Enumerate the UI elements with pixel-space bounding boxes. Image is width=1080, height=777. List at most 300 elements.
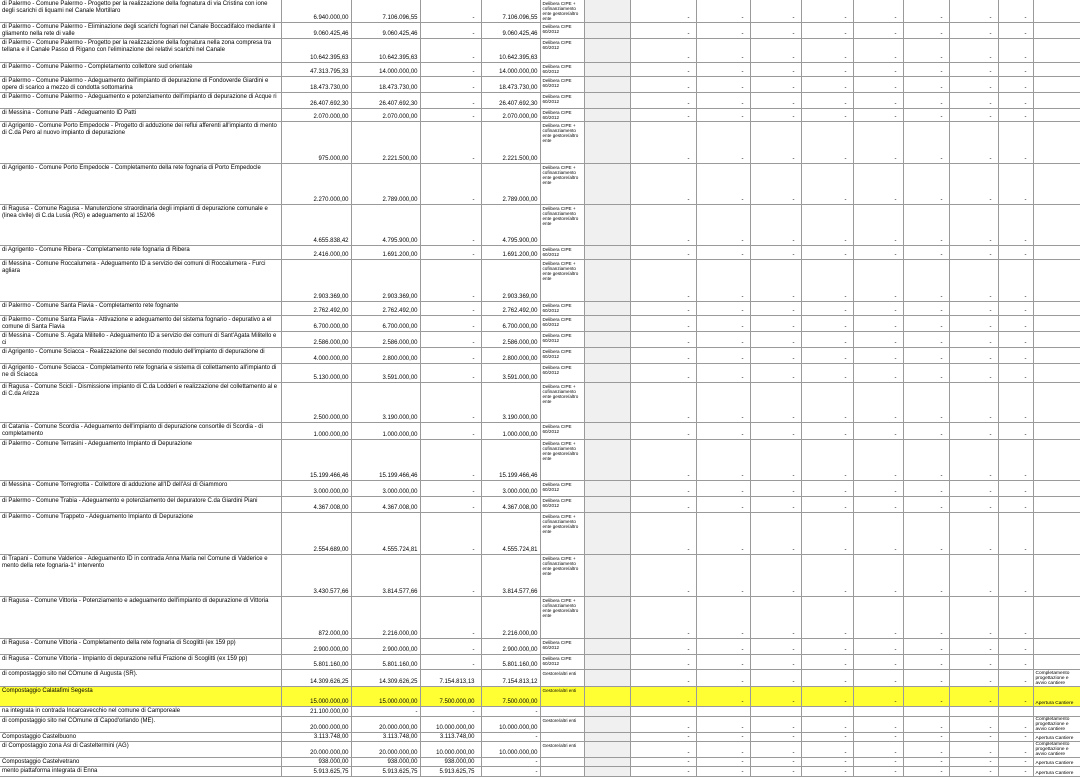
blank-cell: [584, 555, 630, 597]
funded-amount: 15.000.000,00: [351, 687, 420, 707]
value-cell: -: [949, 332, 998, 348]
value-cell: -: [998, 316, 1033, 332]
table-row: [0, 348, 1080, 364]
value-cell: -: [853, 513, 903, 555]
funded-amount: -: [351, 707, 420, 717]
total-cost: 1.000.000,00: [281, 423, 351, 440]
value-cell: [903, 707, 949, 717]
value-cell: -: [998, 246, 1033, 260]
blank-cell: [584, 423, 630, 440]
value-cell: -: [630, 316, 696, 332]
value-cell: -: [801, 687, 853, 707]
value-cell: -: [630, 717, 696, 733]
blank-cell: [584, 687, 630, 707]
value-cell: -: [903, 733, 949, 742]
value-cell: -: [853, 655, 903, 670]
value-cell: -: [949, 639, 998, 655]
status-cell: Apertura Cantiere: [1033, 687, 1080, 707]
table-row: [0, 497, 1080, 513]
value-cell: -: [853, 93, 903, 109]
value-cell: -: [630, 109, 696, 122]
blank-cell: [584, 0, 630, 23]
table-row: [0, 670, 1080, 687]
status-cell: Apertura Cantiere: [1033, 733, 1080, 742]
value-cell: -: [949, 440, 998, 481]
table-row: [0, 39, 1080, 63]
total-cost: 2.416.000,00: [281, 246, 351, 260]
value-cell: -: [630, 122, 696, 164]
blank-cell: [584, 348, 630, 364]
public-share: -: [420, 655, 481, 670]
value-cell: -: [853, 758, 903, 767]
project-description: Compostaggio Calatafimi Segesta: [0, 687, 281, 707]
value-cell: -: [630, 364, 696, 383]
project-description: di compostaggio sito nel COmune di Augusta (SR).: [0, 670, 281, 687]
blank-cell: [584, 639, 630, 655]
table-row: [0, 23, 1080, 39]
public-share: -: [420, 440, 481, 481]
funding-source: Delibera CIPE 60/2012: [540, 302, 584, 316]
value-cell: -: [903, 260, 949, 302]
funded-amount: 1.000.000,00: [351, 423, 420, 440]
public-share: -: [420, 497, 481, 513]
value-cell: -: [853, 670, 903, 687]
status-cell: Completamento progettazione e avvio cantiere: [1033, 717, 1080, 733]
fund-amount: 9.060.425,46: [481, 23, 540, 39]
public-share: -: [420, 77, 481, 93]
value-cell: -: [949, 670, 998, 687]
fund-amount: -: [481, 758, 540, 767]
funded-amount: 2.586.000,00: [351, 332, 420, 348]
value-cell: -: [903, 348, 949, 364]
table-row: [0, 364, 1080, 383]
funded-amount: 3.814.577,66: [351, 555, 420, 597]
value-cell: -: [696, 23, 750, 39]
value-cell: -: [998, 302, 1033, 316]
project-description: di Palermo - Comune Santa Flavia - Completamento rete fognante: [0, 302, 281, 316]
funding-source: [540, 707, 584, 717]
value-cell: -: [696, 440, 750, 481]
funding-source: Delibera CIPE 60/2012: [540, 93, 584, 109]
funding-source: Delibera CIPE + cofinanziamento ente gestore/altro ente: [540, 164, 584, 205]
value-cell: -: [801, 481, 853, 497]
value-cell: -: [853, 767, 903, 777]
value-cell: -: [853, 0, 903, 23]
value-cell: -: [903, 246, 949, 260]
fund-amount: -: [481, 733, 540, 742]
fund-amount: 15.199.466,46: [481, 440, 540, 481]
value-cell: -: [903, 758, 949, 767]
funded-amount: 9.060.425,46: [351, 23, 420, 39]
blank-cell: [584, 497, 630, 513]
value-cell: -: [696, 260, 750, 302]
public-share: -: [420, 23, 481, 39]
table-row: [0, 383, 1080, 423]
value-cell: -: [696, 332, 750, 348]
total-cost: 2.270.000,00: [281, 164, 351, 205]
public-share: -: [420, 0, 481, 23]
value-cell: -: [998, 440, 1033, 481]
value-cell: -: [630, 639, 696, 655]
project-description: di Palermo - Comune Trappeto - Adeguamento Impianto di Depurazione: [0, 513, 281, 555]
project-description: di Palermo - Comune Palermo - Progetto per la realizzazione della fognatura di via Cristina con ione degli scarichi di liquami nel Canale Mortillaro: [0, 0, 281, 23]
total-cost: 9.060.425,46: [281, 23, 351, 39]
value-cell: -: [750, 316, 801, 332]
funded-amount: 2.800.000,00: [351, 348, 420, 364]
value-cell: -: [853, 122, 903, 164]
value-cell: -: [949, 302, 998, 316]
project-description: di Agrigento - Comune Porto Empedocle - Progetto di adduzione dei reflui afferenti all'impianto di mento di C.da Pero al nuovo impianto di depurazione: [0, 122, 281, 164]
status-cell: [1033, 481, 1080, 497]
total-cost: 15.199.466,46: [281, 440, 351, 481]
value-cell: -: [903, 39, 949, 63]
value-cell: -: [630, 597, 696, 639]
value-cell: -: [630, 440, 696, 481]
value-cell: -: [750, 205, 801, 246]
value-cell: -: [696, 77, 750, 93]
value-cell: -: [998, 655, 1033, 670]
funding-source: Delibera CIPE 60/2012: [540, 423, 584, 440]
funded-amount: 4.367.008,00: [351, 497, 420, 513]
status-cell: [1033, 497, 1080, 513]
value-cell: -: [630, 246, 696, 260]
project-description: di Palermo - Comune Palermo - Eliminazione degli scarichi fognari nel Canale Boccadifalco mediante il gliamento nella rete di valle: [0, 23, 281, 39]
funded-amount: 3.000.000,00: [351, 481, 420, 497]
value-cell: -: [696, 555, 750, 597]
value-cell: -: [949, 122, 998, 164]
value-cell: -: [949, 77, 998, 93]
total-cost: 47.313.795,33: [281, 63, 351, 77]
funding-source: [540, 733, 584, 742]
funding-source: [540, 758, 584, 767]
public-share: 3.113.748,00: [420, 733, 481, 742]
public-share: -: [420, 246, 481, 260]
funded-amount: 2.789.000,00: [351, 164, 420, 205]
value-cell: -: [998, 109, 1033, 122]
total-cost: 4.367.008,00: [281, 497, 351, 513]
value-cell: -: [750, 742, 801, 758]
value-cell: -: [903, 205, 949, 246]
public-share: -: [420, 707, 481, 717]
project-description: di Agrigento - Comune Ribera - Completamento rete fognaria di Ribera: [0, 246, 281, 260]
table-row: [0, 122, 1080, 164]
value-cell: -: [853, 440, 903, 481]
project-description: di Agrigento - Comune Porto Empedocle - Completamento della rete fognaria di Porto Empedocle: [0, 164, 281, 205]
value-cell: -: [630, 77, 696, 93]
funding-source: Delibera CIPE + cofinanziamento ente gestore/altro ente: [540, 205, 584, 246]
project-description: di Palermo - Comune Palermo - Progetto per la realizzazione della fognatura nella zona compresa tra tellana e il Canale Passo di Rigano con l'eliminazione dei relativi scarichi nel Canale: [0, 39, 281, 63]
value-cell: -: [696, 93, 750, 109]
value-cell: -: [801, 383, 853, 423]
funding-source: Delibera CIPE + cofinanziamento ente gestore/altro ente: [540, 555, 584, 597]
status-cell: [1033, 109, 1080, 122]
value-cell: -: [750, 513, 801, 555]
value-cell: -: [998, 0, 1033, 23]
value-cell: -: [853, 77, 903, 93]
value-cell: -: [903, 93, 949, 109]
value-cell: -: [630, 332, 696, 348]
fund-amount: 7.154.813,12: [481, 670, 540, 687]
blank-cell: [584, 93, 630, 109]
blank-cell: [584, 77, 630, 93]
value-cell: -: [750, 655, 801, 670]
funded-amount: 2.900.000,00: [351, 639, 420, 655]
value-cell: -: [696, 742, 750, 758]
value-cell: -: [750, 260, 801, 302]
project-description: di Ragusa - Comune Vittoria - Potenziamento e adeguamento dell'impianto di depurazione di Vittoria: [0, 597, 281, 639]
funding-source: Delibera CIPE + cofinanziamento ente gestore/altro ente: [540, 513, 584, 555]
fund-amount: 2.221.500,00: [481, 122, 540, 164]
table-row: [0, 63, 1080, 77]
value-cell: -: [750, 109, 801, 122]
status-cell: Completamento progettazione e avvio cantiere: [1033, 742, 1080, 758]
public-share: -: [420, 364, 481, 383]
status-cell: [1033, 555, 1080, 597]
value-cell: -: [750, 481, 801, 497]
funding-source: [540, 767, 584, 777]
value-cell: -: [696, 655, 750, 670]
value-cell: -: [750, 77, 801, 93]
value-cell: -: [750, 670, 801, 687]
status-cell: [1033, 383, 1080, 423]
funding-source: Delibera CIPE 60/2012: [540, 63, 584, 77]
blank-cell: [584, 513, 630, 555]
value-cell: -: [903, 687, 949, 707]
value-cell: -: [696, 597, 750, 639]
table-row: [0, 260, 1080, 302]
value-cell: -: [853, 39, 903, 63]
value-cell: -: [853, 733, 903, 742]
project-description: Compostaggio Castelbuono: [0, 733, 281, 742]
value-cell: -: [696, 717, 750, 733]
funding-source: Delibera CIPE 60/2012: [540, 655, 584, 670]
table-row: [0, 205, 1080, 246]
value-cell: -: [696, 122, 750, 164]
value-cell: [853, 707, 903, 717]
value-cell: [801, 707, 853, 717]
value-cell: -: [998, 481, 1033, 497]
status-cell: [1033, 63, 1080, 77]
value-cell: -: [630, 205, 696, 246]
value-cell: -: [998, 670, 1033, 687]
value-cell: -: [696, 316, 750, 332]
table-row: [0, 246, 1080, 260]
value-cell: -: [998, 23, 1033, 39]
project-description: di Messina - Comune Patti - Adeguamento ID Patti: [0, 109, 281, 122]
value-cell: -: [696, 348, 750, 364]
value-cell: -: [998, 364, 1033, 383]
value-cell: -: [853, 109, 903, 122]
value-cell: -: [853, 364, 903, 383]
funding-source: Delibera CIPE + cofinanziamento ente gestore/altro ente: [540, 440, 584, 481]
fund-amount: 2.903.369,00: [481, 260, 540, 302]
value-cell: -: [903, 0, 949, 23]
value-cell: -: [853, 481, 903, 497]
blank-cell: [584, 767, 630, 777]
value-cell: -: [801, 423, 853, 440]
table-row: [0, 717, 1080, 733]
total-cost: 3.430.577,66: [281, 555, 351, 597]
value-cell: -: [853, 348, 903, 364]
value-cell: -: [949, 497, 998, 513]
value-cell: -: [801, 205, 853, 246]
status-cell: [1033, 348, 1080, 364]
value-cell: -: [853, 555, 903, 597]
funded-amount: 2.216.000,00: [351, 597, 420, 639]
project-description: di Messina - Comune S. Agata Militello - Adeguamento ID a servizio dei comuni di Sant'Agata Militello e ci: [0, 332, 281, 348]
value-cell: -: [630, 742, 696, 758]
public-share: -: [420, 332, 481, 348]
value-cell: -: [801, 513, 853, 555]
value-cell: -: [801, 122, 853, 164]
value-cell: -: [801, 364, 853, 383]
value-cell: -: [696, 205, 750, 246]
public-share: -: [420, 597, 481, 639]
public-share: -: [420, 39, 481, 63]
value-cell: -: [853, 246, 903, 260]
value-cell: -: [998, 555, 1033, 597]
value-cell: -: [750, 348, 801, 364]
total-cost: 4.655.838,42: [281, 205, 351, 246]
total-cost: 5.913.625,75: [281, 767, 351, 777]
value-cell: -: [949, 717, 998, 733]
value-cell: [696, 707, 750, 717]
funded-amount: 15.199.466,46: [351, 440, 420, 481]
project-description: Compostaggio Castelvetrano: [0, 758, 281, 767]
public-share: -: [420, 348, 481, 364]
funding-source: Delibera CIPE 60/2012: [540, 23, 584, 39]
value-cell: -: [853, 687, 903, 707]
value-cell: -: [801, 497, 853, 513]
blank-cell: [584, 205, 630, 246]
fund-amount: 4.367.008,00: [481, 497, 540, 513]
total-cost: 18.473.730,00: [281, 77, 351, 93]
total-cost: 15.000.000,00: [281, 687, 351, 707]
fund-amount: 4.795.900,00: [481, 205, 540, 246]
value-cell: -: [696, 758, 750, 767]
project-description: di Messina - Comune Roccalumera - Adeguamento ID a servizio dei comuni di Roccalumera - Furci agliara: [0, 260, 281, 302]
blank-cell: [584, 383, 630, 423]
blank-cell: [584, 39, 630, 63]
blank-cell: [584, 670, 630, 687]
table-row: [0, 767, 1080, 777]
total-cost: 26.407.692,30: [281, 93, 351, 109]
value-cell: -: [750, 497, 801, 513]
value-cell: -: [750, 93, 801, 109]
value-cell: -: [750, 423, 801, 440]
value-cell: -: [630, 733, 696, 742]
value-cell: -: [801, 639, 853, 655]
value-cell: -: [630, 687, 696, 707]
value-cell: -: [696, 497, 750, 513]
funded-amount: 5.801.160,00: [351, 655, 420, 670]
value-cell: [949, 707, 998, 717]
value-cell: -: [903, 513, 949, 555]
value-cell: -: [696, 639, 750, 655]
status-cell: [1033, 302, 1080, 316]
table-row: [0, 93, 1080, 109]
value-cell: -: [949, 513, 998, 555]
fund-amount: 3.190.000,00: [481, 383, 540, 423]
project-description: di Agrigento - Comune Sciacca - Completamento rete fognaria e sistema di collettamento all'impianto di ne di Sciacca: [0, 364, 281, 383]
public-share: -: [420, 302, 481, 316]
public-share: -: [420, 109, 481, 122]
fund-amount: 10.642.395,63: [481, 39, 540, 63]
value-cell: -: [853, 164, 903, 205]
table-row: [0, 513, 1080, 555]
value-cell: -: [801, 316, 853, 332]
fund-amount: 26.407.692,30: [481, 93, 540, 109]
value-cell: -: [630, 63, 696, 77]
funded-amount: 14.000.000,00: [351, 63, 420, 77]
value-cell: -: [630, 383, 696, 423]
value-cell: -: [801, 332, 853, 348]
total-cost: 2.500.000,00: [281, 383, 351, 423]
funded-amount: 14.309.626,25: [351, 670, 420, 687]
total-cost: 6.700.000,00: [281, 316, 351, 332]
fund-amount: 10.000.000,00: [481, 742, 540, 758]
value-cell: -: [801, 597, 853, 639]
value-cell: -: [801, 39, 853, 63]
blank-cell: [584, 742, 630, 758]
public-share: -: [420, 122, 481, 164]
status-cell: [1033, 205, 1080, 246]
table-row: [0, 555, 1080, 597]
value-cell: -: [949, 597, 998, 639]
funded-amount: 938.000,00: [351, 758, 420, 767]
value-cell: -: [903, 164, 949, 205]
project-description: di Ragusa - Comune Vittoria - Completamento della rete fognaria di Scoglitti (ex 159 pp): [0, 639, 281, 655]
project-description: di Agrigento - Comune Sciacca - Realizzazione del secondo modulo dell'impianto di depurazione di: [0, 348, 281, 364]
value-cell: -: [903, 109, 949, 122]
project-description: di Palermo - Comune Palermo - Adeguamento e potenziamento dell'impianto di depurazione di Acque ri: [0, 93, 281, 109]
funding-source: Delibera CIPE + cofinanziamento ente gestore/altro ente: [540, 597, 584, 639]
value-cell: -: [696, 39, 750, 63]
value-cell: -: [998, 513, 1033, 555]
blank-cell: [584, 655, 630, 670]
value-cell: -: [801, 742, 853, 758]
funding-source: Delibera CIPE + cofinanziamento ente gestore/altro ente: [540, 122, 584, 164]
funded-amount: 3.113.748,00: [351, 733, 420, 742]
value-cell: -: [903, 423, 949, 440]
value-cell: -: [949, 742, 998, 758]
value-cell: -: [949, 39, 998, 63]
funding-source: Delibera CIPE + cofinanziamento ente gestore/altro ente: [540, 383, 584, 423]
value-cell: -: [630, 555, 696, 597]
total-cost: 2.900.000,00: [281, 639, 351, 655]
blank-cell: [584, 717, 630, 733]
value-cell: -: [903, 316, 949, 332]
value-cell: -: [949, 383, 998, 423]
value-cell: -: [998, 717, 1033, 733]
fund-amount: 1.691.200,00: [481, 246, 540, 260]
value-cell: [750, 707, 801, 717]
fund-amount: 3.591.000,00: [481, 364, 540, 383]
project-description: di Palermo - Comune Terrasini - Adeguamento Impianto di Depurazione: [0, 440, 281, 481]
blank-cell: [584, 758, 630, 767]
value-cell: -: [949, 348, 998, 364]
total-cost: 5.801.160,00: [281, 655, 351, 670]
value-cell: -: [903, 122, 949, 164]
value-cell: -: [750, 639, 801, 655]
value-cell: -: [998, 260, 1033, 302]
funded-amount: 26.407.692,30: [351, 93, 420, 109]
value-cell: -: [998, 122, 1033, 164]
total-cost: 2.762.492,00: [281, 302, 351, 316]
status-cell: Completamento progettazione e avvio cantiere: [1033, 670, 1080, 687]
value-cell: -: [903, 63, 949, 77]
value-cell: -: [696, 302, 750, 316]
